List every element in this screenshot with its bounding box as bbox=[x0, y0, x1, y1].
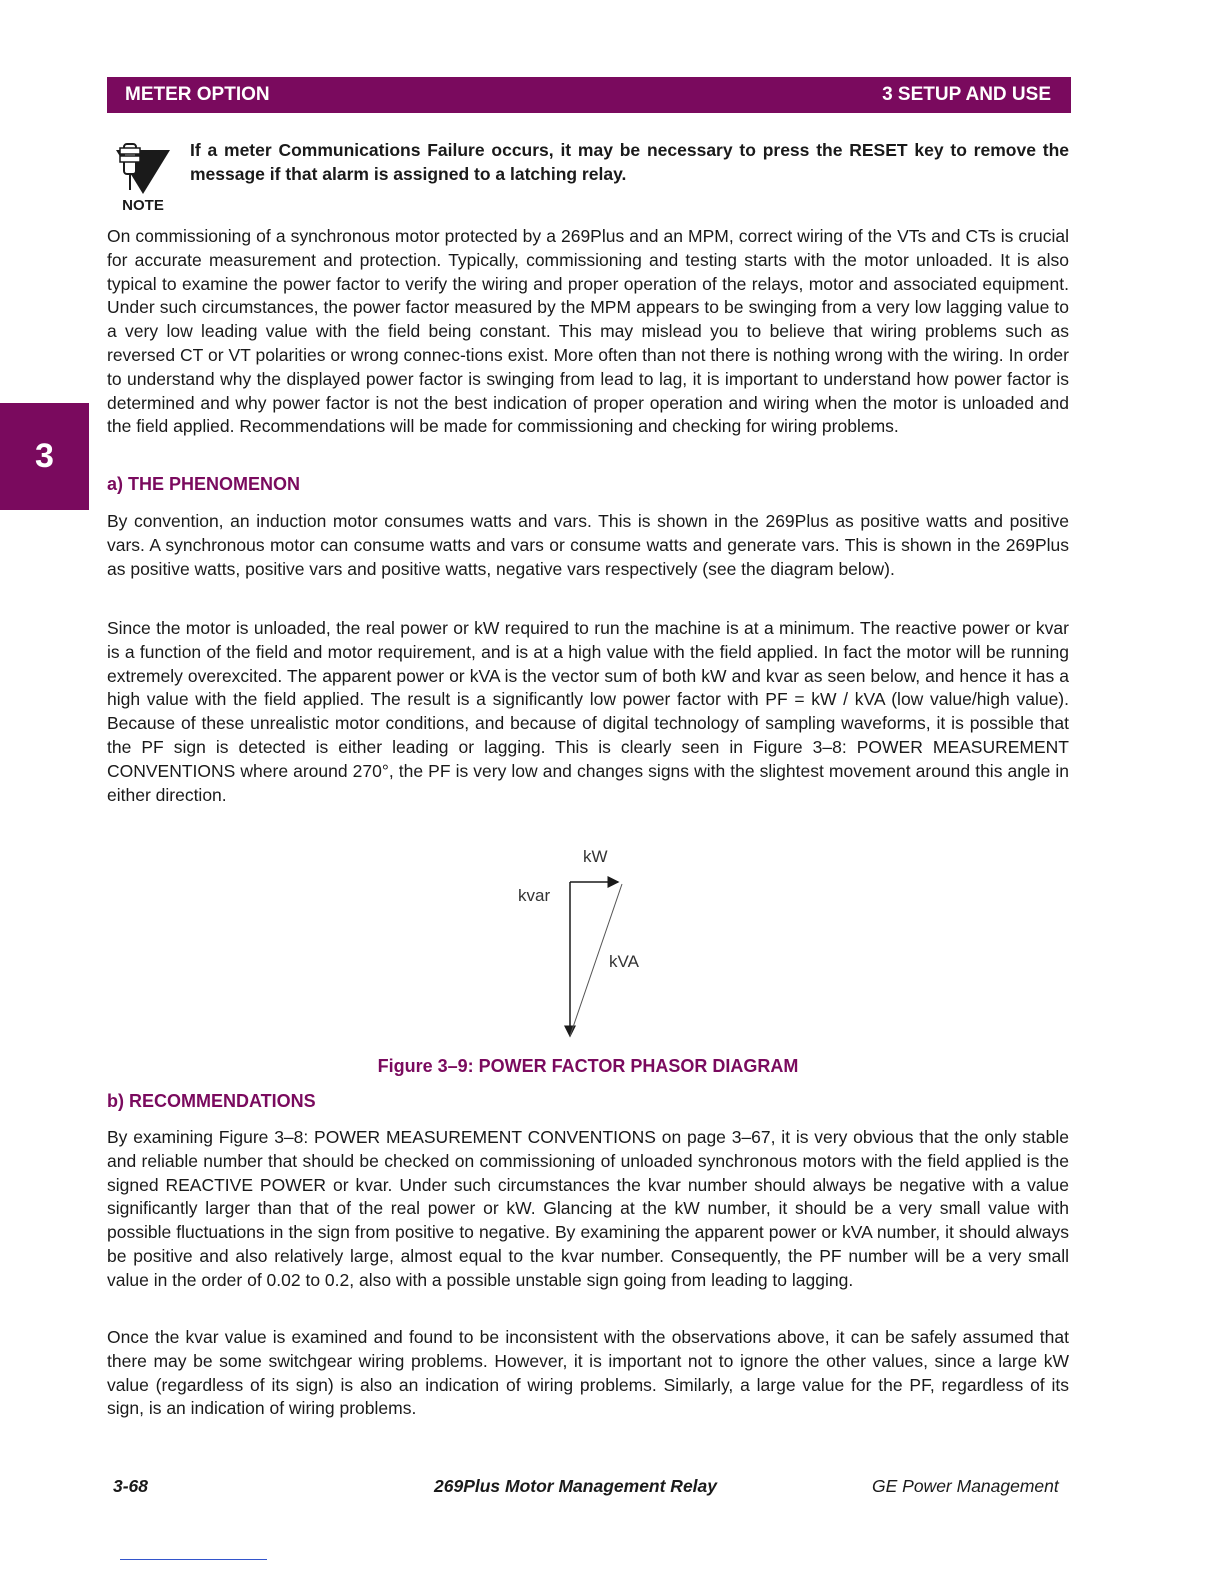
section-b-paragraph-1: By examining Figure 3–8: POWER MEASUREMENT CONVENTIONS on page 3–67, it is very obvious that the only stable and reliable number that should be checked on commissioning of unloaded synchronous motors with the field applied is the signed REACTIVE POWER or kvar. Under such circumstances the kvar number should always be negative with a value significantly larger than that of the real power or kW. Glancing at the kW number, it should be a very small value with possible fluctuations in the sign from positive to negative. By examining the apparent power or kVA number, it should always be positive and also relatively large, almost equal to the kvar number. Consequently, the PF number will be a very small value in the order of 0.02 to 0.2, also with a possible unstable sign going from leading to lagging. bbox=[107, 1127, 1069, 1290]
figure-caption: Figure 3–9: POWER FACTOR PHASOR DIAGRAM bbox=[377, 1056, 799, 1076]
chapter-tab: 3 bbox=[0, 403, 89, 510]
footer-brand: GE Power Management bbox=[872, 1476, 1059, 1496]
kva-label: kVA bbox=[609, 952, 639, 971]
note-label: NOTE bbox=[122, 197, 164, 214]
kw-label: kW bbox=[583, 847, 608, 866]
footer-manual-title: 269Plus Motor Management Relay bbox=[434, 1476, 717, 1496]
note-text: If a meter Communications Failure occurs, it may be necessary to press the RESET key to remove the message if that alarm is assigned to a latching relay. bbox=[190, 140, 1069, 184]
section-b-heading: b) RECOMMENDATIONS bbox=[107, 1091, 316, 1111]
section-b-paragraph-2: Once the kvar value is examined and found to be inconsistent with the observations above, it can be safely assumed that there may be some switchgear wiring problems. However, it is important not to ignore the other values, since a large kW value (regardless of its sign) is also an indication of wiring problems. Similarly, a large value for the PF, regardless of its sign, is an indication of wiring problems. bbox=[107, 1327, 1069, 1419]
section-a-paragraph-1: By convention, an induction motor consumes watts and vars. This is shown in the 269Plus as positive watts and positive vars. A synchronous motor can consume watts and vars or consume watts and generate vars. This is shown in the 269Plus as positive watts, positive vars and positive watts, negative vars respectively (see the diagram below). bbox=[107, 511, 1069, 579]
intro-paragraph: On commissioning of a synchronous motor protected by a 269Plus and an MPM, correct wiring of the VTs and CTs is crucial for accurate measurement and protection. Typically, commissioning and testing starts with the motor unloaded. It is also typical to examine the power factor to verify the wiring and proper operation of the relays, motor and associated equipment. Under such circumstances, the power factor measured by the MPM appears to be swinging from a very low lagging value to a very low leading value with the field being constant. This may mislead you to believe that wiring problems such as reversed CT or VT polarities or wrong connec-tions exist. More often than not there is nothing wrong with the wiring. In order to understand why the displayed power factor is swinging from lead to lag, it is important to understand how power factor is determined and why power factor is not the best indication of proper operation and wiring when the motor is unloaded and the field applied. Recommendations will be made for commissioning and checking for wiring problems. bbox=[107, 226, 1069, 437]
header-section-title: METER OPTION bbox=[125, 84, 270, 105]
footer-page-number: 3-68 bbox=[113, 1476, 149, 1496]
kvar-label: kvar bbox=[518, 886, 551, 905]
section-a-paragraph-2: Since the motor is unloaded, the real power or kW required to run the machine is at a minimum. The reactive power or kvar is a function of the field and motor requirement, and is at a high value with the field applied. In fact the motor will be running extremely overexcited. The apparent power or kVA is the vector sum of both kW and kvar as seen below, and hence it has a high value with the field applied. The result is a significantly low power factor with PF = kW / kVA (low value/high value). Because of these unrealistic motor conditions, and because of digital technology of sampling waveforms, it is possible that the PF sign is detected is either leading or lagging. This is clearly seen in Figure 3–8: POWER MEASUREMENT CONVENTIONS where around 270°, the PF is very low and changes signs with the slightest movement around this angle in either direction. bbox=[107, 618, 1069, 805]
power-factor-phasor-diagram bbox=[500, 840, 680, 1050]
page-header bbox=[107, 77, 1071, 113]
section-a-heading: a) THE PHENOMENON bbox=[107, 474, 301, 494]
footer-divider bbox=[120, 1559, 267, 1560]
header-chapter-title: 3 SETUP AND USE bbox=[882, 84, 1051, 105]
